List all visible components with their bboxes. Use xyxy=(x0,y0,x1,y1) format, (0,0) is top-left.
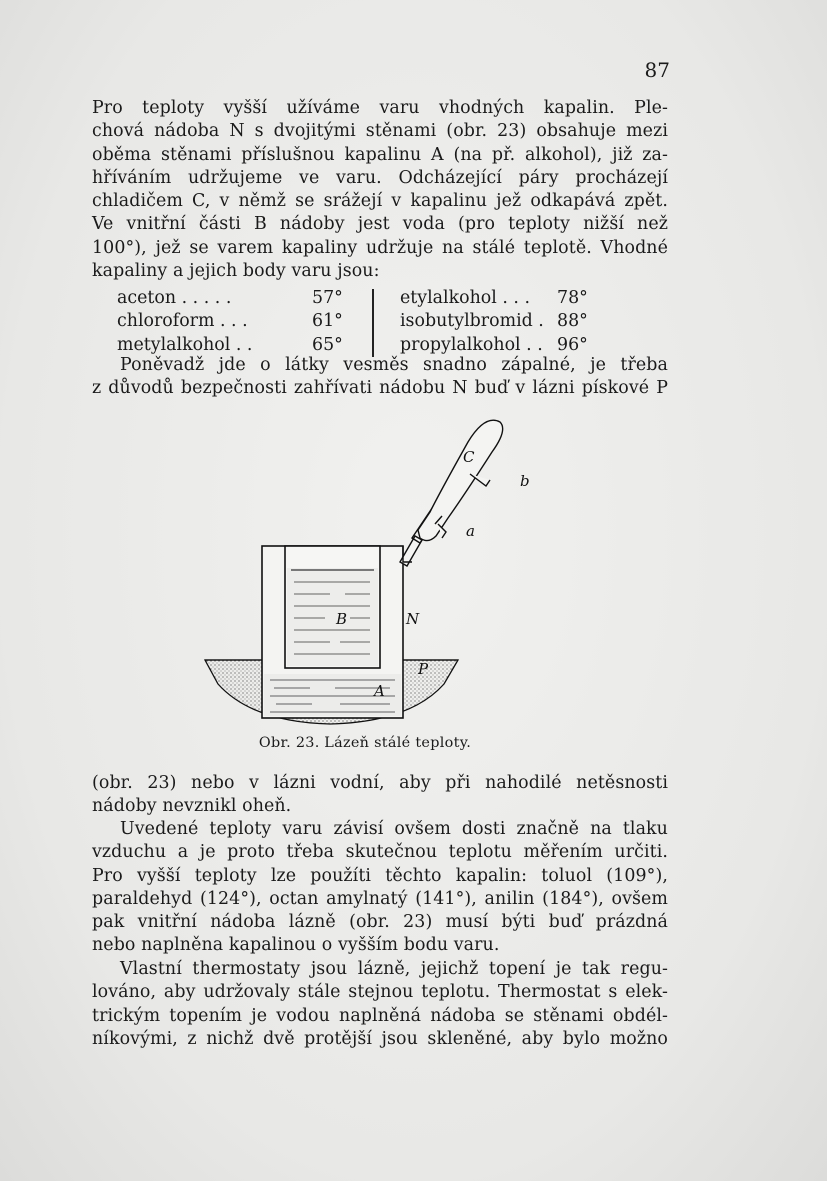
text-line: Ve vnitřní části B nádoby jest voda (pro teploty nižší než xyxy=(92,214,668,235)
liquid-name: etylalkohol xyxy=(400,288,497,308)
text-line: trickým topením je vodou naplněná nádoba se stěnami obdél- xyxy=(92,1005,668,1026)
condenser xyxy=(400,420,503,566)
boiling-value: 57° xyxy=(312,288,343,308)
text-line: Pro teploty vyšší užíváme varu vhodných kapalin. Ple- xyxy=(92,98,668,118)
liquid-name: chloroform xyxy=(117,311,215,332)
text-line: vzduchu a je proto třeba skutečnou teplotu měřením určiti. xyxy=(92,842,668,863)
caption-prefix: Obr. 23. xyxy=(258,735,320,751)
boiling-value: 88° xyxy=(557,311,588,332)
label-a: A xyxy=(374,682,385,700)
label-n: N xyxy=(406,610,420,628)
boiling-point-table xyxy=(117,287,677,357)
text-line: kapaliny a jejich body varu jsou: xyxy=(92,261,380,282)
liquid-name: isobutylbromid xyxy=(400,311,533,332)
text-line: Vlastní thermostaty jsou lázně, jejichž topení je tak regu- xyxy=(120,959,668,979)
label-c: C xyxy=(463,448,475,466)
text-line: (obr. 23) nebo v lázni vodní, aby při nahodilé netěsnosti xyxy=(92,773,668,793)
text-line: Poněvadž jde o látky vesměs snadno zápalné, je třeba xyxy=(120,355,668,375)
text-line: nádoby nevznikl oheň. xyxy=(92,796,292,817)
text-line: nebo naplněna kapalinou o vyšším bodu varu. xyxy=(92,935,500,956)
liquid-name: aceton xyxy=(117,288,177,308)
liquid-name: propylalkohol xyxy=(400,334,521,355)
text-line: pak vnitřní nádoba lázně (obr. 23) musí býti buď prázdná xyxy=(92,912,668,933)
water-b xyxy=(287,568,378,666)
label-p: P xyxy=(418,660,429,678)
table-row: aceton . . . . . 57° etylalkohol . . . 78° xyxy=(117,287,677,310)
text-line: níkovými, z nichž dvě protější jsou skleněné, aby bylo možno xyxy=(92,1028,668,1049)
text-line: chová nádoba N s dvojitými stěnami (obr. 23) obsahuje mezi xyxy=(92,121,668,142)
figure-caption xyxy=(200,735,530,751)
text-line: 100°), jež se varem kapaliny udržuje na stálé teplotě. Vhodné xyxy=(92,237,668,258)
text-line: oběma stěnami příslušnou kapalinu A (na př. alkohol), již za- xyxy=(92,144,668,165)
paragraph-bottom xyxy=(92,772,668,819)
paragraph-3 xyxy=(92,958,668,1051)
table-row: chloroform . . . 61° isobutylbromid . 88° xyxy=(117,310,677,333)
boiling-value: 65° xyxy=(312,334,343,355)
text-line: lováno, aby udržovaly stále stejnou teplotu. Thermostat s elek- xyxy=(92,982,668,1003)
text-line: Uvedené teploty varu závisí ovšem dosti značně na tlaku xyxy=(120,819,668,839)
paragraph-mid xyxy=(92,354,668,401)
boiling-value: 61° xyxy=(312,311,343,332)
text-line: paraldehyd (124°), octan amylnatý (141°), anilin (184°), ovšem xyxy=(92,888,668,909)
label-a-small: a xyxy=(466,522,475,540)
text-line: chladičem C, v němž se srážejí v kapalinu jež odkapává zpět. xyxy=(92,191,668,212)
paragraph-top xyxy=(92,97,668,283)
boiling-value: 78° xyxy=(557,288,588,308)
text-line: z důvodů bezpečnosti zahřívati nádobu N buď v lázni pískové P xyxy=(92,378,668,399)
label-b: B xyxy=(336,610,348,628)
boiling-value: 96° xyxy=(557,334,588,355)
thermostat-bath-figure xyxy=(190,412,530,734)
liquid-name: metylalkohol xyxy=(117,334,231,355)
paragraph-2 xyxy=(92,818,668,958)
text-line: hříváním udržujeme ve varu. Odcházející páry procházejí xyxy=(92,167,668,188)
label-b-small: b xyxy=(520,472,530,490)
page-number: 87 xyxy=(644,58,670,82)
caption-text: Lázeň stálé teploty. xyxy=(324,735,472,751)
table-row: metylalkohol . . 65° propylalkohol . . 96° xyxy=(117,334,677,357)
text-line: Pro vyšší teploty lze použíti těchto kapalin: toluol (109°), xyxy=(92,865,668,886)
